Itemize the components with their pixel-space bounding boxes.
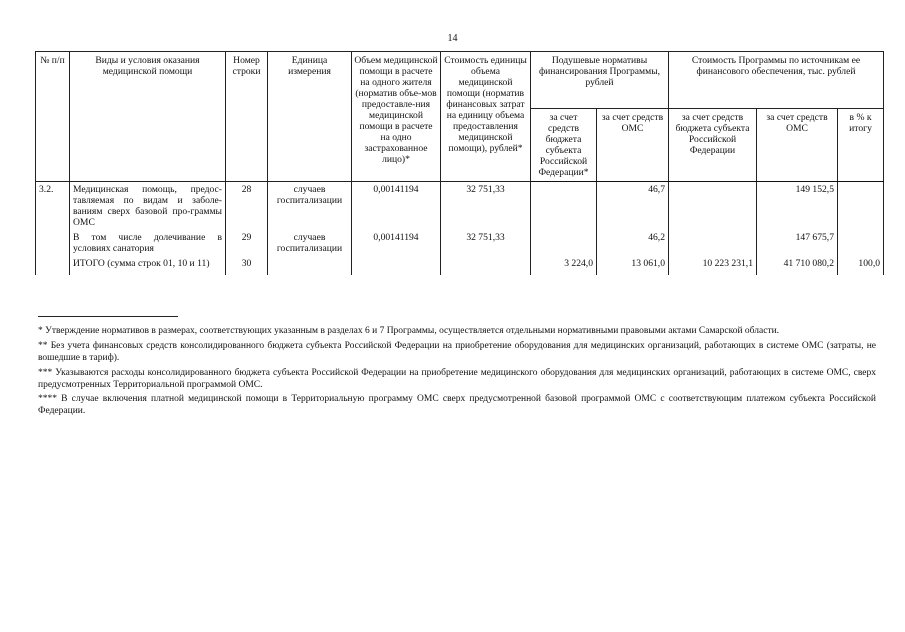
header-kind: Виды и условия оказания медицинской помощи [70,52,226,182]
cell-kind: В том числе долечивание в условиях санатория [70,230,226,256]
header-unit: Единица измерения [268,52,352,182]
cell-total-pct: 100,0 [838,256,884,275]
header-percap-group: Подушевые нормативы финансирования Программы, рублей [531,52,669,109]
cell-percap-oms: 46,2 [597,230,669,256]
cell-num [36,256,70,275]
cell-num: 3.2. [36,182,70,231]
table-row [36,230,884,256]
cell-total-oms: 149 152,5 [757,182,838,231]
cell-volume [352,256,441,275]
program-cost-table [35,51,884,275]
cell-total-pct [838,182,884,231]
header-total-group: Стоимость Программы по источникам ее финансового обеспечения, тыс. рублей [669,52,884,109]
header-percap-budget: за счет средств бюджета субъекта Российской Федерации* [531,109,597,182]
cell-volume: 0,00141194 [352,182,441,231]
cell-unit: случаев госпитализации [268,182,352,231]
cell-total-budget [669,230,757,256]
footnotes [38,326,876,421]
footnote: *** Указываются расходы консолидированного бюджета субъекта Российской Федерации на приобретение медицинского оборудования для медицинских организаций, работающих в системе ОМС, сверх предусмотренных Территориальной программой ОМС. [38,367,876,390]
table-row [36,182,884,231]
cell-total-pct [838,230,884,256]
cell-total-oms: 147 675,7 [757,230,838,256]
cell-percap-oms: 13 061,0 [597,256,669,275]
cell-percap-budget [531,182,597,231]
footnote: **** В случае включения платной медицинской помощи в Территориальную программу ОМС сверх предусмотренной базовой программой ОМС с соответствующим платежом субъекта Российской Федерации. [38,394,876,417]
cell-row-no: 29 [226,230,268,256]
header-total-budget: за счет средств бюджета субъекта Российской Федерации [669,109,757,182]
table-row-total [36,256,884,275]
header-total-pct: в % к итогу [838,109,884,182]
cell-cost: 32 751,33 [441,182,531,231]
cell-volume: 0,00141194 [352,230,441,256]
header-percap-oms: за счет средств ОМС [597,109,669,182]
header-cost: Стоимость единицы объема медицинской помощи (норматив финансовых затрат на единицу объема предоставления медицинской помощи), рублей* [441,52,531,182]
cell-percap-budget [531,230,597,256]
cell-total-budget [669,182,757,231]
cell-percap-oms: 46,7 [597,182,669,231]
header-total-oms: за счет средств ОМС [757,109,838,182]
page-number: 14 [447,33,458,44]
cell-row-no: 28 [226,182,268,231]
cell-num [36,230,70,256]
header-volume: Объем медицинской помощи в расчете на одного жителя (норматив объе-мов предоставле-ния медицинской помощи в расчете на одно застрахованное лицо)* [352,52,441,182]
cell-unit [268,256,352,275]
header-row-no: Номер строки [226,52,268,182]
cell-total-oms: 41 710 080,2 [757,256,838,275]
cell-percap-budget: 3 224,0 [531,256,597,275]
header-num: № п/п [36,52,70,182]
cell-row-no: 30 [226,256,268,275]
footnote-divider [38,316,178,317]
cell-unit: случаев госпитализации [268,230,352,256]
cell-kind: ИТОГО (сумма строк 01, 10 и 11) [70,256,226,275]
cell-kind: Медицинская помощь, предос-тавляемая по видам и заболе-ваниям сверх базовой про-граммы ОМС [70,182,226,231]
cell-cost: 32 751,33 [441,230,531,256]
footnote: ** Без учета финансовых средств консолидированного бюджета субъекта Российской Федерации на приобретение оборудования для медицинских организаций, работающих в системе ОМС (затраты, не вошедшие в тариф). [38,340,876,363]
cell-cost [441,256,531,275]
cell-total-budget: 10 223 231,1 [669,256,757,275]
footnote: * Утверждение нормативов в размерах, соответствующих указанным в разделах 6 и 7 Программы, осуществляется отдельными нормативными правовыми актами Самарской области. [38,326,780,336]
